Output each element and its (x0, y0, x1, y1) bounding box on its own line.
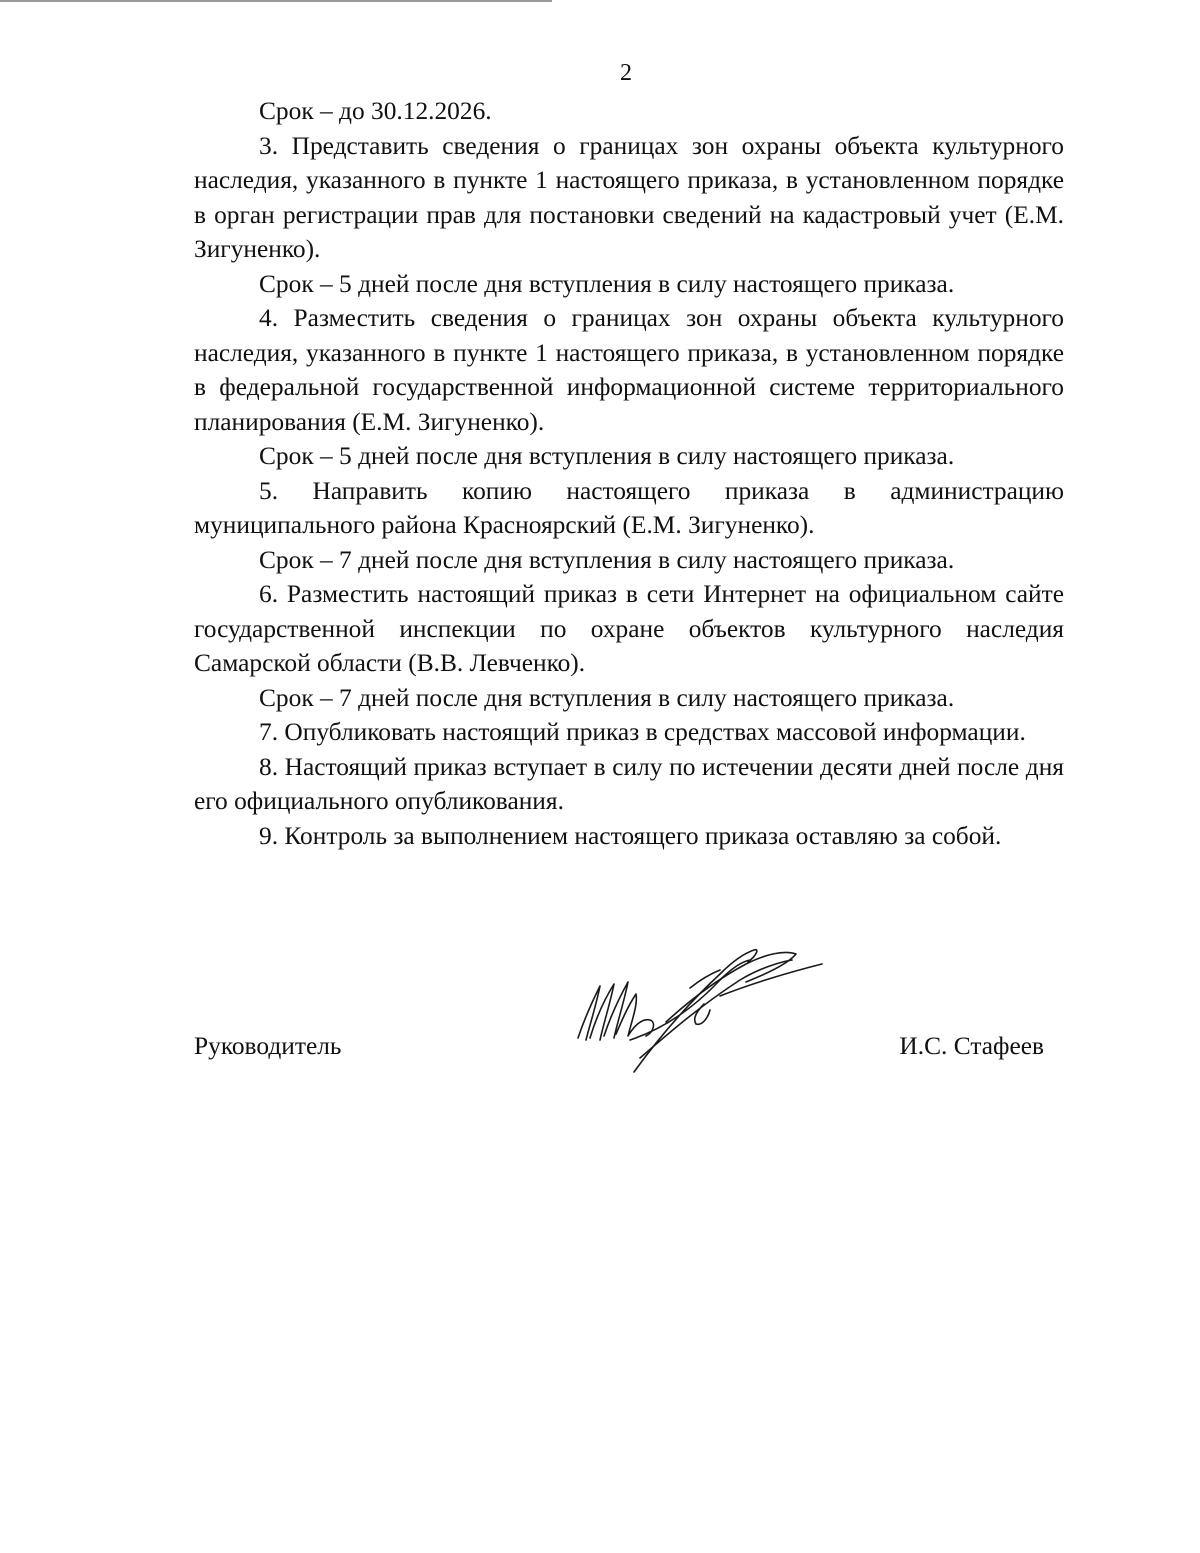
document-body (194, 94, 1064, 853)
signer-name: И.С. Стафеев (899, 1032, 1044, 1060)
deadline-paragraph: Срок – 7 дней после дня вступления в силу настоящего приказа. (259, 683, 955, 712)
clause-9-paragraph: 9. Контроль за выполнением настоящего приказа оставляю за собой. (259, 821, 1002, 850)
deadline-paragraph: Срок – 5 дней после дня вступления в силу настоящего приказа. (259, 442, 955, 470)
signer-position: Руководитель (194, 1032, 342, 1060)
signature-block (194, 1026, 1044, 1066)
clause-6-paragraph: 6. Разместить настоящий приказ в сети Интернет на официальном сайте государственной инспекции по охране объектов культурного наследия Самарской области (В.В. Левченко). (194, 580, 1064, 677)
deadline-paragraph: Срок – до 30.12.2026. (259, 97, 492, 125)
clause-5-paragraph: 5. Направить копию настоящего приказа в администрацию муниципального района Красноярский (Е.М. Зигуненко). (194, 476, 1064, 539)
clause-7-paragraph: 7. Опубликовать настоящий приказ в средствах массовой информации. (259, 718, 1026, 746)
clause-4-paragraph: 4. Разместить сведения о границах зон охраны объекта культурного наследия, указанного в пункте 1 настоящего приказа, в установленном порядке в федеральной государственной информационной системе территориального планирования (Е.М. Зигуненко). (194, 304, 1064, 436)
deadline-paragraph: Срок – 7 дней после дня вступления в силу настоящего приказа. (259, 545, 955, 574)
deadline-paragraph: Срок – 5 дней после дня вступления в силу настоящего приказа. (259, 269, 955, 298)
page-number: 2 (620, 60, 632, 86)
clause-8-paragraph: 8. Настоящий приказ вступает в силу по истечении десяти дней после дня его официального опубликования. (194, 752, 1064, 815)
clause-3-paragraph: 3. Представить сведения о границах зон охраны объекта культурного наследия, указанного в пункте 1 настоящего приказа, в установленном порядке в орган регистрации прав для постановки сведений на кадастровый учет (Е.М. Зигуненко). (194, 131, 1064, 263)
scan-edge-line (0, 0, 552, 2)
